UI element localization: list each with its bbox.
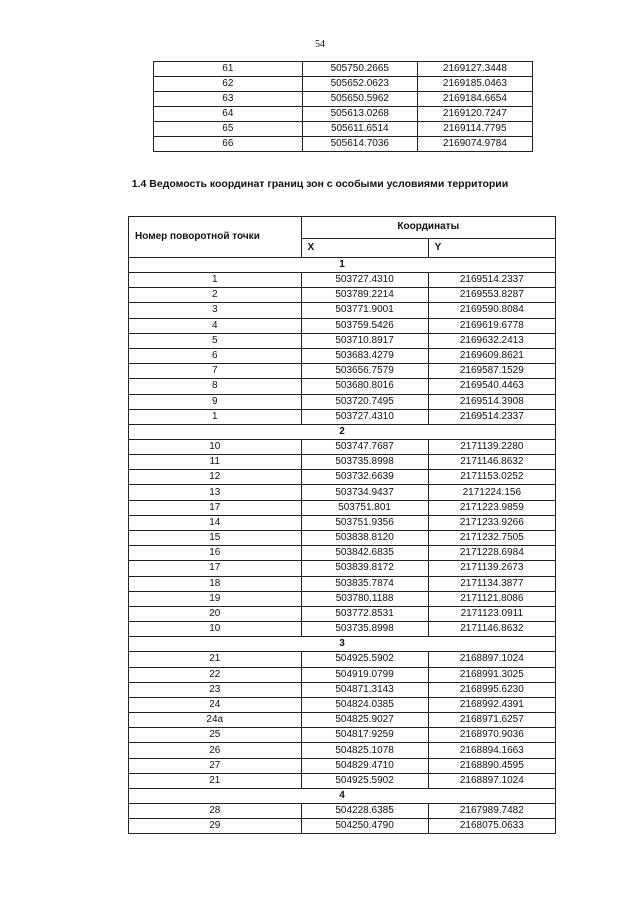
table-row xyxy=(129,667,556,682)
table-row xyxy=(129,682,556,697)
y-coordinate-cell: 2171223.9859 xyxy=(428,500,555,515)
y-coordinate-cell: 2171146.8632 xyxy=(428,622,555,637)
table-row xyxy=(129,546,556,561)
table-row xyxy=(129,333,556,348)
point-number-cell: 24 xyxy=(129,697,302,712)
x-coordinate-cell: 503747.7687 xyxy=(301,439,428,454)
x-coordinate-cell: 504925.5902 xyxy=(301,773,428,788)
y-coordinate-cell: 2168971.6257 xyxy=(428,713,555,728)
y-coordinate-cell: 2168992.4391 xyxy=(428,697,555,712)
point-number-cell: 14 xyxy=(129,515,302,530)
table-row xyxy=(129,773,556,788)
point-number-cell: 26 xyxy=(129,743,302,758)
y-coordinate-cell: 2168890.4595 xyxy=(428,758,555,773)
y-coordinate-cell: 2169120.7247 xyxy=(417,107,532,122)
point-number-cell: 65 xyxy=(154,122,303,137)
y-coordinate-cell: 2168970.9036 xyxy=(428,728,555,743)
point-number-cell: 6 xyxy=(129,348,302,363)
zone-group-label: 2 xyxy=(129,424,556,439)
y-coordinate-cell: 2169514.2337 xyxy=(428,273,555,288)
y-coordinate-cell: 2169114.7795 xyxy=(417,122,532,137)
point-number-cell: 11 xyxy=(129,455,302,470)
x-coordinate-cell: 503751.9356 xyxy=(301,515,428,530)
point-number-cell: 12 xyxy=(129,470,302,485)
point-number-cell: 10 xyxy=(129,622,302,637)
group-row xyxy=(129,424,556,439)
point-number-cell: 17 xyxy=(129,500,302,515)
y-coordinate-cell: 2168897.1024 xyxy=(428,652,555,667)
y-coordinate-cell: 2167989.7482 xyxy=(428,804,555,819)
zone-group-label: 1 xyxy=(129,258,556,273)
point-number-cell: 63 xyxy=(154,92,303,107)
y-coordinate-cell: 2171233.9266 xyxy=(428,515,555,530)
x-coordinate-cell: 503680.8016 xyxy=(301,379,428,394)
y-coordinate-cell: 2169184.6654 xyxy=(417,92,532,107)
x-coordinate-cell: 503780.1188 xyxy=(301,591,428,606)
point-number-cell: 13 xyxy=(129,485,302,500)
point-number-cell: 66 xyxy=(154,137,303,152)
y-coordinate-cell: 2168897.1024 xyxy=(428,773,555,788)
point-number-cell: 8 xyxy=(129,379,302,394)
table-row xyxy=(129,318,556,333)
point-number-cell: 9 xyxy=(129,394,302,409)
point-number-cell: 3 xyxy=(129,303,302,318)
table-row xyxy=(129,652,556,667)
header-x: X xyxy=(301,238,428,257)
table-row xyxy=(129,379,556,394)
page-number: 54 xyxy=(315,39,325,50)
x-coordinate-cell: 504825.9027 xyxy=(301,713,428,728)
table-row xyxy=(129,470,556,485)
y-coordinate-cell: 2169587.1529 xyxy=(428,364,555,379)
table-row xyxy=(129,591,556,606)
y-coordinate-cell: 2169514.3908 xyxy=(428,394,555,409)
header-point-number: Номер поворотной точки xyxy=(129,217,302,258)
x-coordinate-cell: 503772.8531 xyxy=(301,606,428,621)
x-coordinate-cell: 505614.7036 xyxy=(302,137,417,152)
x-coordinate-cell: 503839.8172 xyxy=(301,561,428,576)
zone-group-label: 4 xyxy=(129,789,556,804)
x-coordinate-cell: 503735.8998 xyxy=(301,455,428,470)
table-row xyxy=(129,288,556,303)
x-coordinate-cell: 503720.7495 xyxy=(301,394,428,409)
table-row xyxy=(129,394,556,409)
table-row xyxy=(129,303,556,318)
table-row xyxy=(129,500,556,515)
point-number-cell: 1 xyxy=(129,273,302,288)
y-coordinate-cell: 2171134.3877 xyxy=(428,576,555,591)
x-coordinate-cell: 504829.4710 xyxy=(301,758,428,773)
group-row xyxy=(129,258,556,273)
point-number-cell: 18 xyxy=(129,576,302,591)
table-row xyxy=(129,819,556,834)
table-row xyxy=(129,364,556,379)
table-row xyxy=(129,728,556,743)
table-row xyxy=(154,122,533,137)
x-coordinate-cell: 503734.9437 xyxy=(301,485,428,500)
point-number-cell: 21 xyxy=(129,773,302,788)
y-coordinate-cell: 2171228.6984 xyxy=(428,546,555,561)
x-coordinate-cell: 505650.5962 xyxy=(302,92,417,107)
x-coordinate-cell: 503759.5426 xyxy=(301,318,428,333)
y-coordinate-cell: 2169609.8621 xyxy=(428,348,555,363)
table-row xyxy=(129,622,556,637)
point-number-cell: 62 xyxy=(154,77,303,92)
x-coordinate-cell: 503735.8998 xyxy=(301,622,428,637)
point-number-cell: 28 xyxy=(129,804,302,819)
x-coordinate-cell: 503835.7874 xyxy=(301,576,428,591)
point-number-cell: 22 xyxy=(129,667,302,682)
y-coordinate-cell: 2169632.2413 xyxy=(428,333,555,348)
point-number-cell: 10 xyxy=(129,439,302,454)
table-row xyxy=(129,758,556,773)
y-coordinate-cell: 2169553.8287 xyxy=(428,288,555,303)
point-number-cell: 4 xyxy=(129,318,302,333)
y-coordinate-cell: 2171232.7505 xyxy=(428,531,555,546)
x-coordinate-cell: 503838.8120 xyxy=(301,531,428,546)
y-coordinate-cell: 2171153.0252 xyxy=(428,470,555,485)
header-coordinates: Координаты xyxy=(301,217,556,239)
coordinates-table-continued xyxy=(153,61,533,152)
table-row xyxy=(129,409,556,424)
table-row xyxy=(154,107,533,122)
x-coordinate-cell: 503727.4310 xyxy=(301,409,428,424)
y-coordinate-cell: 2171123.0911 xyxy=(428,606,555,621)
x-coordinate-cell: 503842.6835 xyxy=(301,546,428,561)
y-coordinate-cell: 2171146.8632 xyxy=(428,455,555,470)
table-row xyxy=(129,485,556,500)
y-coordinate-cell: 2169590.8084 xyxy=(428,303,555,318)
point-number-cell: 1 xyxy=(129,409,302,424)
table-row xyxy=(129,576,556,591)
table-row xyxy=(154,137,533,152)
x-coordinate-cell: 503751.801 xyxy=(301,500,428,515)
x-coordinate-cell: 505652.0623 xyxy=(302,77,417,92)
x-coordinate-cell: 503727.4310 xyxy=(301,273,428,288)
y-coordinate-cell: 2171139.2280 xyxy=(428,439,555,454)
table-row xyxy=(154,92,533,107)
table-row xyxy=(129,515,556,530)
point-number-cell: 19 xyxy=(129,591,302,606)
x-coordinate-cell: 505611.6514 xyxy=(302,122,417,137)
x-coordinate-cell: 504825.1078 xyxy=(301,743,428,758)
table-row xyxy=(154,77,533,92)
point-number-cell: 5 xyxy=(129,333,302,348)
x-coordinate-cell: 504925.5902 xyxy=(301,652,428,667)
y-coordinate-cell: 2169074.9784 xyxy=(417,137,532,152)
point-number-cell: 21 xyxy=(129,652,302,667)
x-coordinate-cell: 503710.8917 xyxy=(301,333,428,348)
point-number-cell: 61 xyxy=(154,62,303,77)
group-row xyxy=(129,789,556,804)
group-row xyxy=(129,637,556,652)
point-number-cell: 29 xyxy=(129,819,302,834)
table-row xyxy=(129,713,556,728)
y-coordinate-cell: 2169619.6778 xyxy=(428,318,555,333)
x-coordinate-cell: 503656.7579 xyxy=(301,364,428,379)
point-number-cell: 17 xyxy=(129,561,302,576)
y-coordinate-cell: 2168991.3025 xyxy=(428,667,555,682)
zone-boundary-coordinates-table xyxy=(128,216,556,834)
table-row xyxy=(129,273,556,288)
x-coordinate-cell: 504228.6385 xyxy=(301,804,428,819)
y-coordinate-cell: 2171139.2673 xyxy=(428,561,555,576)
table-row xyxy=(129,743,556,758)
table-row xyxy=(154,62,533,77)
table-row xyxy=(129,439,556,454)
point-number-cell: 23 xyxy=(129,682,302,697)
x-coordinate-cell: 505613.0268 xyxy=(302,107,417,122)
x-coordinate-cell: 505750.2665 xyxy=(302,62,417,77)
table-row xyxy=(129,455,556,470)
table-row xyxy=(129,804,556,819)
y-coordinate-cell: 2168894.1663 xyxy=(428,743,555,758)
y-coordinate-cell: 2169540.4463 xyxy=(428,379,555,394)
point-number-cell: 20 xyxy=(129,606,302,621)
y-coordinate-cell: 2169185.0463 xyxy=(417,77,532,92)
x-coordinate-cell: 503683.4279 xyxy=(301,348,428,363)
table-row xyxy=(129,561,556,576)
y-coordinate-cell: 2171224.156 xyxy=(428,485,555,500)
table-row xyxy=(129,531,556,546)
point-number-cell: 24а xyxy=(129,713,302,728)
x-coordinate-cell: 504919.0799 xyxy=(301,667,428,682)
table-row xyxy=(129,348,556,363)
header-y: Y xyxy=(428,238,555,257)
x-coordinate-cell: 503789.2214 xyxy=(301,288,428,303)
table-row xyxy=(129,697,556,712)
point-number-cell: 25 xyxy=(129,728,302,743)
y-coordinate-cell: 2168075.0633 xyxy=(428,819,555,834)
point-number-cell: 7 xyxy=(129,364,302,379)
y-coordinate-cell: 2171121.8086 xyxy=(428,591,555,606)
table-row xyxy=(129,606,556,621)
y-coordinate-cell: 2169127.3448 xyxy=(417,62,532,77)
point-number-cell: 15 xyxy=(129,531,302,546)
x-coordinate-cell: 504824.0385 xyxy=(301,697,428,712)
point-number-cell: 16 xyxy=(129,546,302,561)
x-coordinate-cell: 503732.6639 xyxy=(301,470,428,485)
point-number-cell: 64 xyxy=(154,107,303,122)
y-coordinate-cell: 2168995.6230 xyxy=(428,682,555,697)
y-coordinate-cell: 2169514.2337 xyxy=(428,409,555,424)
x-coordinate-cell: 504250.4790 xyxy=(301,819,428,834)
point-number-cell: 2 xyxy=(129,288,302,303)
point-number-cell: 27 xyxy=(129,758,302,773)
section-title: 1.4 Ведомость координат границ зон с особыми условиями территории xyxy=(131,178,509,190)
x-coordinate-cell: 504871.3143 xyxy=(301,682,428,697)
x-coordinate-cell: 504817.9259 xyxy=(301,728,428,743)
x-coordinate-cell: 503771.9001 xyxy=(301,303,428,318)
zone-group-label: 3 xyxy=(129,637,556,652)
